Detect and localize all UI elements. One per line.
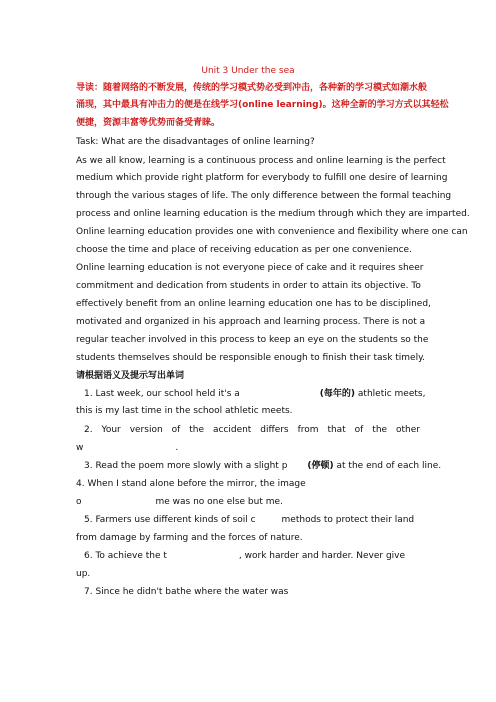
question-5-line-1	[76, 515, 420, 526]
question-5-text-end: methods to protect their land	[281, 515, 415, 525]
question-2-line-2	[76, 443, 420, 454]
question-6-letter: t	[163, 551, 167, 561]
question-6-text: 6. To achieve the	[84, 551, 161, 561]
task-question: Task: What are the disadvantages of online learning?	[76, 137, 315, 147]
question-2-line-1	[76, 425, 420, 436]
intro-line-1: 导读：随着网络的不断发展，传统的学习模式势必受到冲击，各种新的学习模式如潮水般	[76, 83, 428, 93]
question-1-hint: (每年的)	[319, 389, 356, 399]
question-2-word: of	[171, 425, 181, 435]
question-2-word: from	[297, 425, 319, 435]
question-1-line-2: this is my last time in the school athletic meets.	[76, 406, 293, 416]
para2-line-1: Online learning education is not everyone piece of cake and it requires sheer	[76, 263, 424, 273]
question-2-word: the	[372, 425, 388, 435]
question-5-line-2: from damage by farming and the forces of nature.	[76, 533, 303, 543]
para1-line-3: through the various stages of life. The only difference between the formal teaching	[76, 191, 452, 201]
question-2-word: Your	[101, 425, 121, 435]
question-2-word: version	[129, 425, 163, 435]
question-2-word: other	[396, 425, 420, 435]
question-3-letter: p	[281, 461, 288, 471]
para1-line-2: medium which provide right platform for everybody to fulfill one desire of learning	[76, 173, 448, 183]
para1-line-1: As we all know, learning is a continuous process and online learning is the perfect	[76, 156, 446, 166]
question-2-period: .	[175, 443, 179, 453]
question-5-text: 5. Farmers use different kinds of soil	[84, 515, 248, 525]
para2-line-3: effectively benefit from an online learning education one has to be disciplined,	[76, 299, 431, 309]
question-3-text-end: at the end of each line.	[336, 461, 442, 471]
para2-line-6: students themselves should be responsible enough to finish their task timely.	[76, 353, 426, 363]
question-1-text: 1. Last week, our school held it's a	[84, 389, 240, 399]
question-2-word: 2.	[84, 425, 93, 435]
unit-title: Unit 3 Under the sea	[201, 66, 295, 76]
para2-line-4: motivated and organized in his approach and learning process. There is not a	[76, 317, 426, 327]
question-6-comma: ,	[238, 551, 242, 561]
question-2-word: accident	[212, 425, 252, 435]
question-4-line-2	[76, 497, 420, 508]
question-6-line-1	[76, 551, 420, 562]
question-4-line-1: 4. When I stand alone before the mirror, the image	[76, 479, 306, 489]
para2-line-2: commitment and dedication from students in order to attain its objective. To	[76, 281, 421, 291]
question-6-text-end: work harder and harder. Never give	[244, 551, 406, 561]
para2-line-5: regular teacher involved in this process to keep an eye on the students so the	[76, 335, 429, 345]
intro-line-3: 便捷，资源丰富等优势而备受青睐。	[76, 118, 221, 128]
para1-line-5: Online learning education provides one with convenience and flexibility where one can	[76, 227, 468, 237]
question-1-line-1	[76, 389, 426, 400]
exercise-instruction: 请根据语义及提示写出单词	[76, 371, 185, 381]
question-2-word: the	[189, 425, 204, 435]
question-3-text: 3. Read the poem more slowly with a slight	[84, 461, 279, 471]
question-2-letter: w	[76, 443, 84, 453]
question-6-line-2: up.	[76, 569, 91, 579]
para1-line-6: choose the time and place of receiving education as per one convenience.	[76, 245, 412, 255]
para1-line-4: process and online learning education is the medium through which they are imparted.	[76, 209, 470, 219]
question-1-text-end: athletic meets,	[357, 389, 426, 399]
question-7-line-1: 7. Since he didn't bathe where the water was	[84, 587, 289, 597]
question-2-word: of	[354, 425, 364, 435]
question-5-letter: c	[250, 515, 256, 525]
question-2-word: that	[327, 425, 346, 435]
question-4-text-end: me was no one else but me.	[155, 497, 283, 507]
question-2-word: differs	[260, 425, 289, 435]
question-4-letter: o	[76, 497, 82, 507]
intro-line-2: 涌现，其中最具有冲击力的便是在线学习(online learning)。这种全新的学习方式以其轻松	[76, 100, 449, 110]
question-3-line-1	[76, 461, 442, 472]
question-3-hint: (停顿)	[307, 461, 334, 471]
